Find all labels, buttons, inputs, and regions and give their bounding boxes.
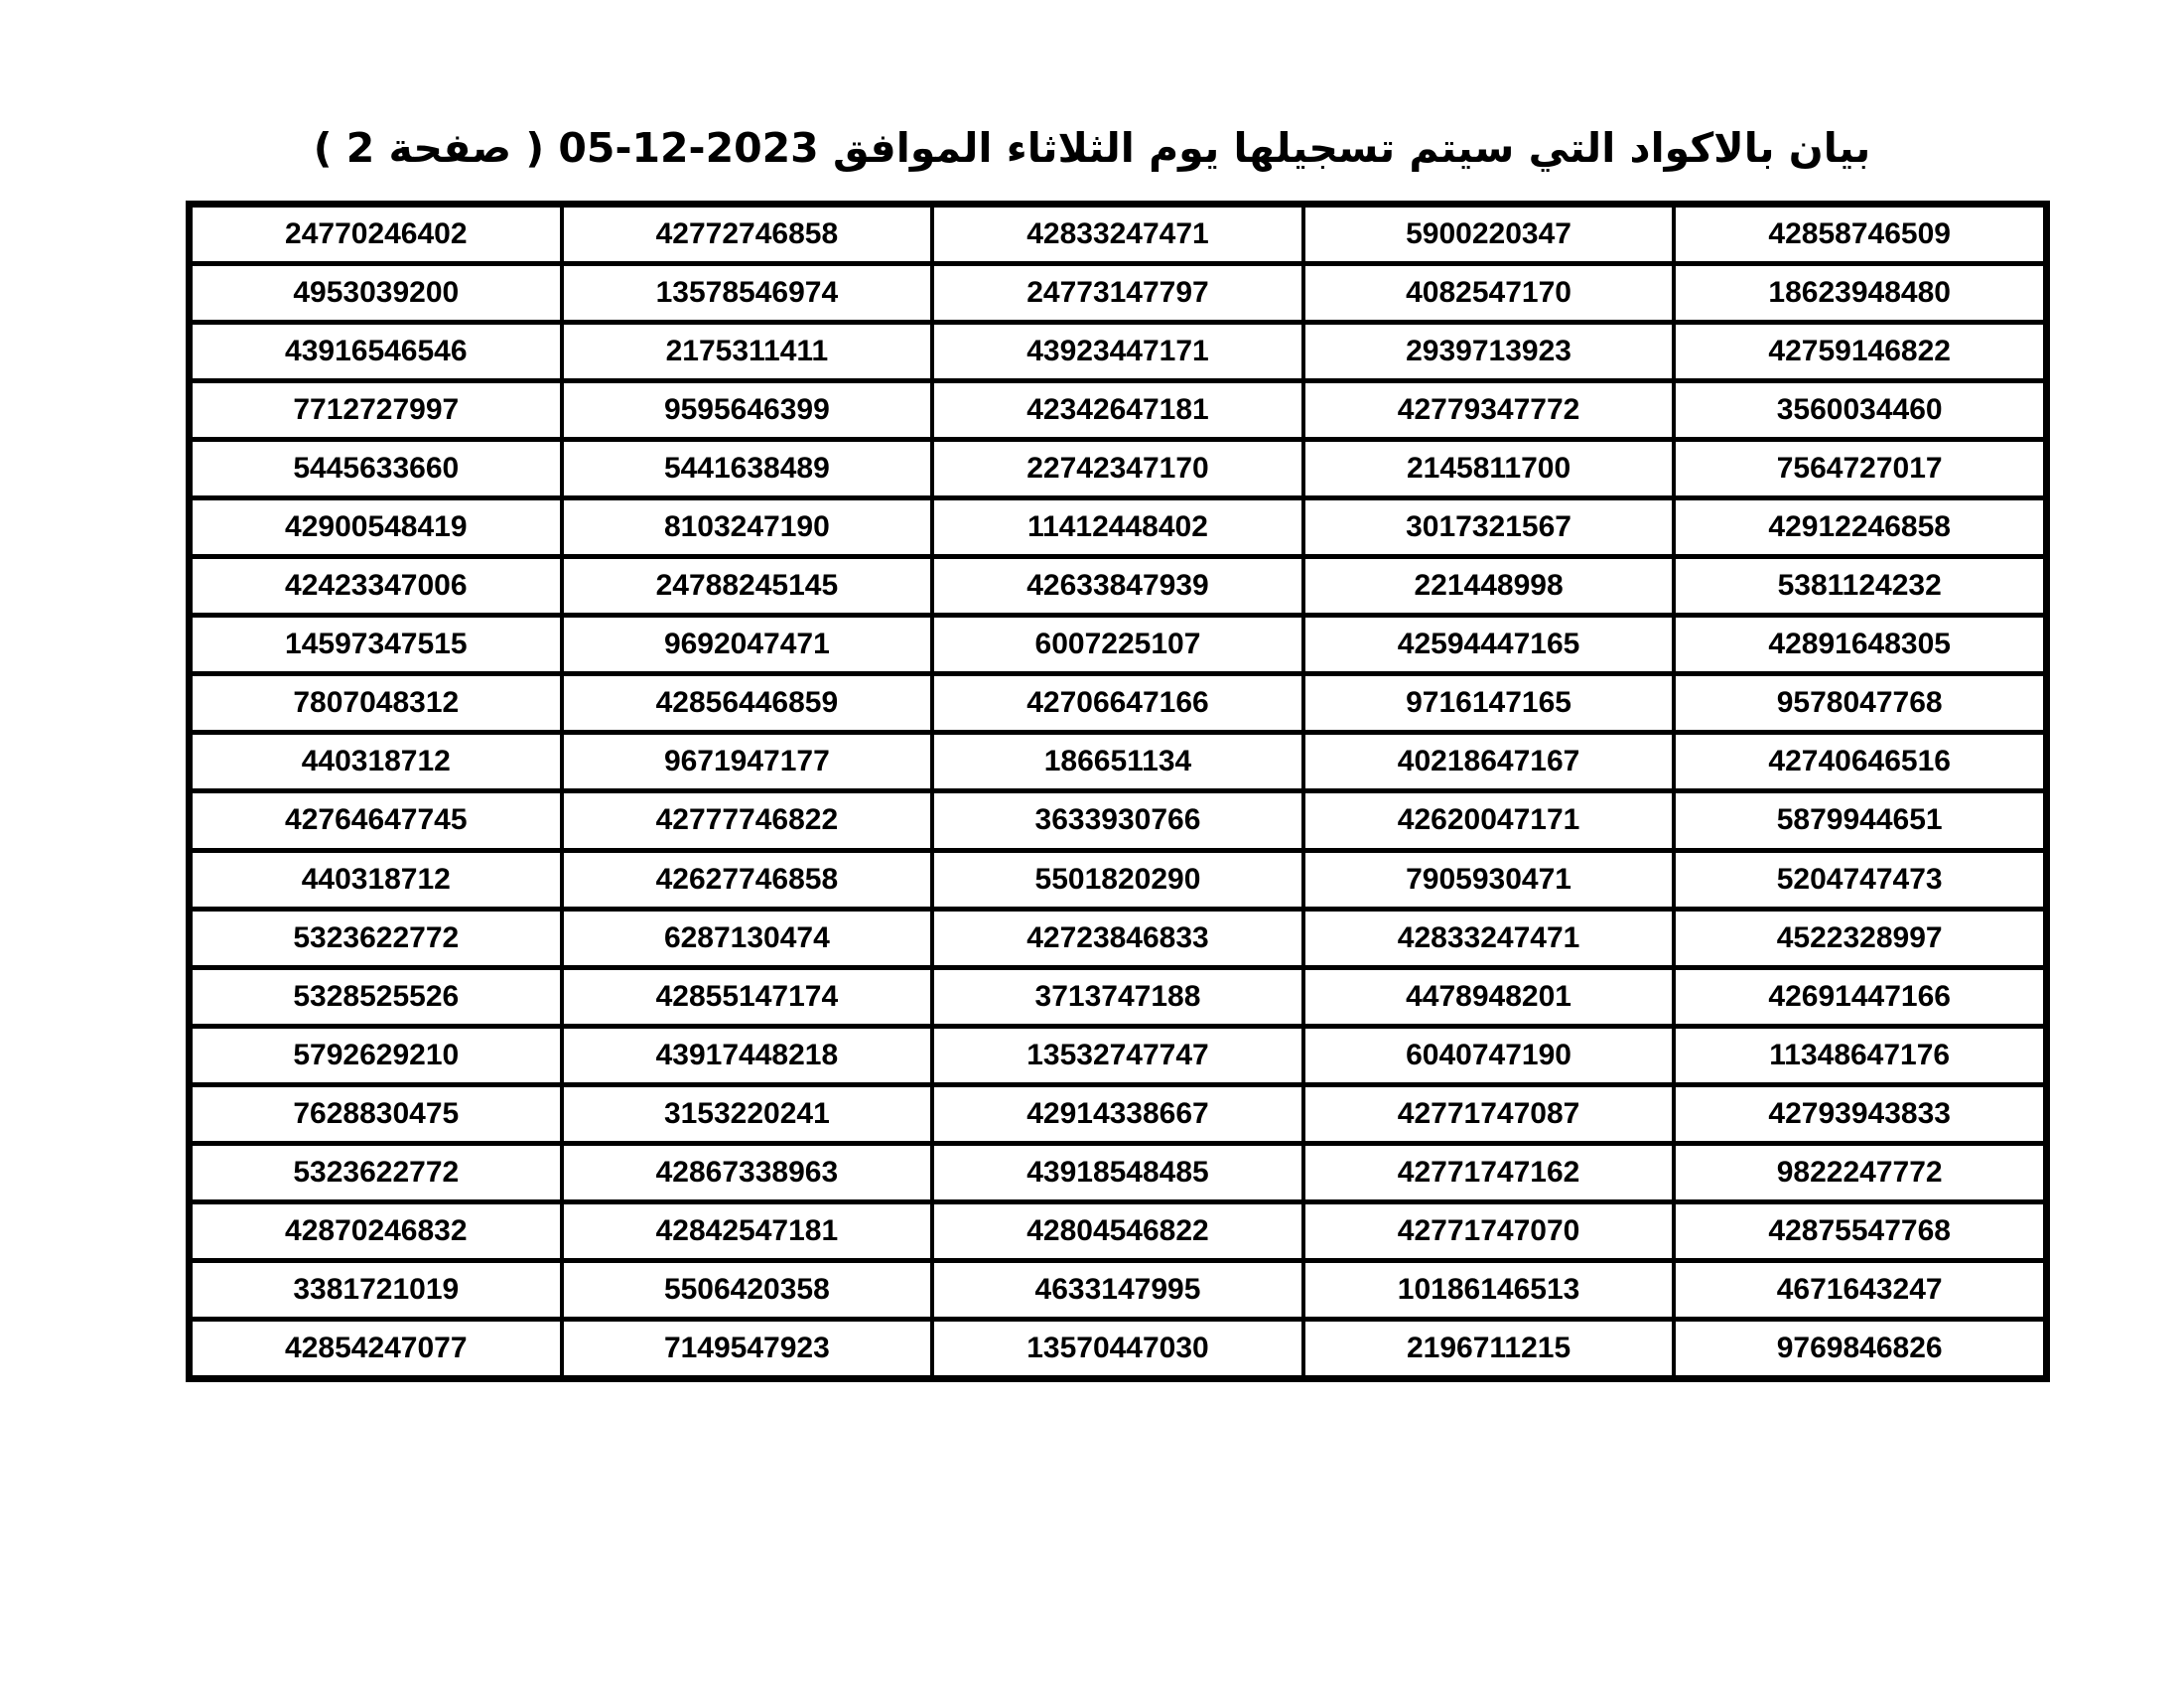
code-cell: 42833247471	[932, 205, 1303, 264]
table-row	[190, 1319, 2047, 1378]
code-cell: 43917448218	[562, 1026, 933, 1084]
table-row	[190, 557, 2047, 616]
code-cell: 3017321567	[1303, 498, 1675, 557]
code-cell: 22742347170	[932, 440, 1303, 498]
code-cell: 42620047171	[1303, 791, 1675, 850]
code-cell: 42772746858	[562, 205, 933, 264]
code-cell: 43916546546	[190, 323, 562, 381]
table-row	[190, 440, 2047, 498]
code-cell: 5323622772	[190, 909, 562, 967]
code-cell: 24788245145	[562, 557, 933, 616]
code-cell: 2175311411	[562, 323, 933, 381]
code-cell: 42764647745	[190, 791, 562, 850]
code-cell: 4633147995	[932, 1260, 1303, 1319]
table-row	[190, 1026, 2047, 1084]
code-cell: 5328525526	[190, 967, 562, 1026]
code-cell: 440318712	[190, 733, 562, 791]
code-cell: 4522328997	[1674, 909, 2046, 967]
table-row	[190, 616, 2047, 674]
code-cell: 5323622772	[190, 1143, 562, 1201]
code-cell: 5879944651	[1674, 791, 2046, 850]
code-cell: 42891648305	[1674, 616, 2046, 674]
code-cell: 221448998	[1303, 557, 1675, 616]
code-cell: 42914338667	[932, 1084, 1303, 1143]
code-cell: 9595646399	[562, 381, 933, 440]
code-cell: 42912246858	[1674, 498, 2046, 557]
code-cell: 3560034460	[1674, 381, 2046, 440]
code-cell: 42771747070	[1303, 1201, 1675, 1260]
code-cell: 42842547181	[562, 1201, 933, 1260]
code-cell: 42627746858	[562, 850, 933, 909]
table-row	[190, 1260, 2047, 1319]
code-cell: 5441638489	[562, 440, 933, 498]
code-cell: 42594447165	[1303, 616, 1675, 674]
code-cell: 9716147165	[1303, 674, 1675, 733]
code-cell: 42858746509	[1674, 205, 2046, 264]
code-cell: 9671947177	[562, 733, 933, 791]
code-cell: 42633847939	[932, 557, 1303, 616]
code-cell: 6040747190	[1303, 1026, 1675, 1084]
code-cell: 10186146513	[1303, 1260, 1675, 1319]
code-cell: 42740646516	[1674, 733, 2046, 791]
code-cell: 24770246402	[190, 205, 562, 264]
codes-table-body	[190, 205, 2047, 1379]
table-row	[190, 1143, 2047, 1201]
code-cell: 186651134	[932, 733, 1303, 791]
table-row	[190, 381, 2047, 440]
code-cell: 3713747188	[932, 967, 1303, 1026]
table-row	[190, 498, 2047, 557]
code-cell: 42691447166	[1674, 967, 2046, 1026]
code-cell: 2145811700	[1303, 440, 1675, 498]
code-cell: 43918548485	[932, 1143, 1303, 1201]
code-cell: 6287130474	[562, 909, 933, 967]
code-cell: 9692047471	[562, 616, 933, 674]
code-cell: 43923447171	[932, 323, 1303, 381]
table-row	[190, 850, 2047, 909]
table-row	[190, 264, 2047, 323]
code-cell: 5506420358	[562, 1260, 933, 1319]
code-cell: 42777746822	[562, 791, 933, 850]
code-cell: 42856446859	[562, 674, 933, 733]
table-row	[190, 791, 2047, 850]
code-cell: 42854247077	[190, 1319, 562, 1378]
table-row	[190, 733, 2047, 791]
code-cell: 42342647181	[932, 381, 1303, 440]
table-row	[190, 967, 2047, 1026]
table-row	[190, 323, 2047, 381]
code-cell: 5900220347	[1303, 205, 1675, 264]
table-row	[190, 205, 2047, 264]
code-cell: 9822247772	[1674, 1143, 2046, 1201]
code-cell: 7712727997	[190, 381, 562, 440]
code-cell: 42900548419	[190, 498, 562, 557]
code-cell: 5381124232	[1674, 557, 2046, 616]
code-cell: 24773147797	[932, 264, 1303, 323]
table-row	[190, 1084, 2047, 1143]
code-cell: 42771747087	[1303, 1084, 1675, 1143]
code-cell: 11412448402	[932, 498, 1303, 557]
code-cell: 5204747473	[1674, 850, 2046, 909]
code-cell: 3381721019	[190, 1260, 562, 1319]
code-cell: 6007225107	[932, 616, 1303, 674]
code-cell: 42870246832	[190, 1201, 562, 1260]
code-cell: 18623948480	[1674, 264, 2046, 323]
code-cell: 42723846833	[932, 909, 1303, 967]
code-cell: 42855147174	[562, 967, 933, 1026]
code-cell: 5501820290	[932, 850, 1303, 909]
table-row	[190, 674, 2047, 733]
code-cell: 14597347515	[190, 616, 562, 674]
code-cell: 5445633660	[190, 440, 562, 498]
code-cell: 7807048312	[190, 674, 562, 733]
code-cell: 3633930766	[932, 791, 1303, 850]
code-cell: 7628830475	[190, 1084, 562, 1143]
code-cell: 2196711215	[1303, 1319, 1675, 1378]
code-cell: 8103247190	[562, 498, 933, 557]
code-cell: 42867338963	[562, 1143, 933, 1201]
code-cell: 13578546974	[562, 264, 933, 323]
code-cell: 7905930471	[1303, 850, 1675, 909]
code-cell: 13532747747	[932, 1026, 1303, 1084]
code-cell: 42833247471	[1303, 909, 1675, 967]
code-cell: 13570447030	[932, 1319, 1303, 1378]
code-cell: 9578047768	[1674, 674, 2046, 733]
code-cell: 3153220241	[562, 1084, 933, 1143]
code-cell: 4953039200	[190, 264, 562, 323]
code-cell: 2939713923	[1303, 323, 1675, 381]
code-cell: 11348647176	[1674, 1026, 2046, 1084]
code-cell: 42759146822	[1674, 323, 2046, 381]
code-cell: 9769846826	[1674, 1319, 2046, 1378]
code-cell: 7564727017	[1674, 440, 2046, 498]
code-cell: 42771747162	[1303, 1143, 1675, 1201]
code-cell: 40218647167	[1303, 733, 1675, 791]
code-cell: 5792629210	[190, 1026, 562, 1084]
table-row	[190, 1201, 2047, 1260]
code-cell: 440318712	[190, 850, 562, 909]
code-cell: 42793943833	[1674, 1084, 2046, 1143]
code-cell: 42706647166	[932, 674, 1303, 733]
code-cell: 7149547923	[562, 1319, 933, 1378]
table-row	[190, 909, 2047, 967]
code-cell: 42423347006	[190, 557, 562, 616]
code-cell: 42875547768	[1674, 1201, 2046, 1260]
code-cell: 42779347772	[1303, 381, 1675, 440]
code-cell: 4478948201	[1303, 967, 1675, 1026]
code-cell: 42804546822	[932, 1201, 1303, 1260]
code-cell: 4671643247	[1674, 1260, 2046, 1319]
codes-table	[186, 201, 2050, 1382]
document-title: بيان بالاكواد التي سيتم تسجيلها يوم الثلاثاء الموافق 2023-12-05 ( صفحة 2 )	[313, 124, 1871, 172]
code-cell: 4082547170	[1303, 264, 1675, 323]
